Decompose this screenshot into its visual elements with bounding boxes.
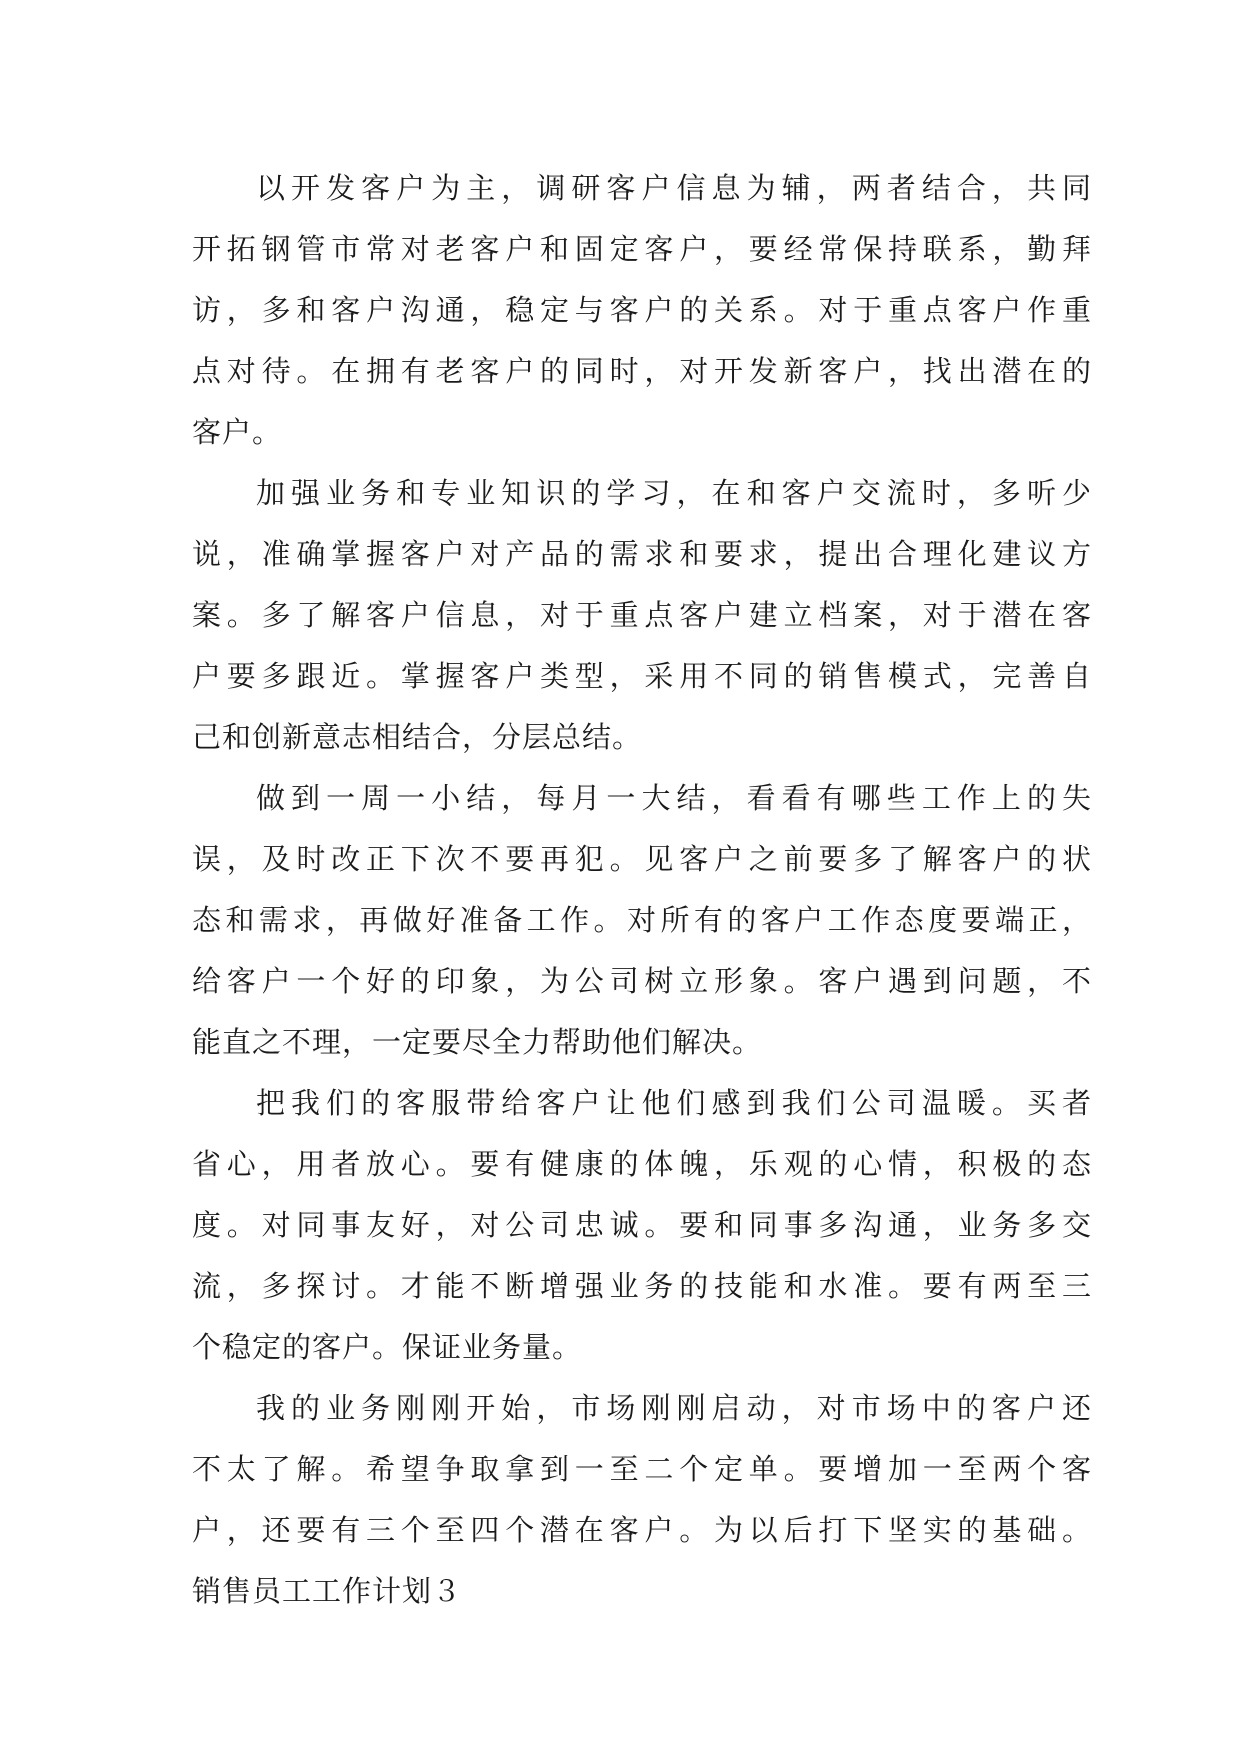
paragraph-3 [192,768,1092,1073]
paragraph-2 [192,463,1092,768]
section-heading: 销售员工工作计划３ [192,1574,463,1608]
paragraph-line: 误，及时改正下次不要再犯。见客户之前要多了解客户的状 [192,842,1092,876]
paragraph-5 [192,1378,1092,1561]
paragraph-line: 不太了解。希望争取拿到一至二个定单。要增加一至两个客 [192,1452,1092,1486]
paragraph-line: 加强业务和专业知识的学习，在和客户交流时，多听少 [256,476,1092,510]
paragraph-line: 点对待。在拥有老客户的同时，对开发新客户，找出潜在的 [192,354,1092,388]
paragraph-line: 开拓钢管市常对老客户和固定客户，要经常保持联系，勤拜 [192,232,1092,266]
paragraph-line: 访，多和客户沟通，稳定与客户的关系。对于重点客户作重 [192,293,1092,327]
paragraph-line: 把我们的客服带给客户让他们感到我们公司温暖。买者 [256,1086,1092,1120]
paragraph-4 [192,1073,1092,1378]
paragraph-line: 态和需求，再做好准备工作。对所有的客户工作态度要端正， [192,903,1092,937]
paragraph-line: 度。对同事友好，对公司忠诚。要和同事多沟通，业务多交 [192,1208,1092,1242]
paragraph-line: 说，准确掌握客户对产品的需求和要求，提出合理化建议方 [192,537,1092,571]
paragraph-line: 能直之不理，一定要尽全力帮助他们解决。 [192,1025,763,1059]
paragraph-line: 个稳定的客户。保证业务量。 [192,1330,583,1364]
paragraph-line: 给客户一个好的印象，为公司树立形象。客户遇到问题，不 [192,964,1092,998]
paragraph-line: 做到一周一小结，每月一大结，看看有哪些工作上的失 [256,781,1092,815]
paragraph-1 [192,158,1092,463]
paragraph-line: 己和创新意志相结合，分层总结。 [192,720,643,754]
paragraph-line: 流，多探讨。才能不断增强业务的技能和水准。要有两至三 [192,1269,1092,1303]
paragraph-line: 以开发客户为主，调研客户信息为辅，两者结合，共同 [256,171,1092,205]
paragraph-line: 我的业务刚刚开始，市场刚刚启动，对市场中的客户还 [256,1391,1092,1425]
paragraph-line: 客户。 [192,415,283,449]
document-body [192,158,1092,1622]
paragraph-line: 户，还要有三个至四个潜在客户。为以后打下坚实的基础。 [192,1513,1092,1547]
paragraph-line: 省心，用者放心。要有健康的体魄，乐观的心情，积极的态 [192,1147,1092,1181]
paragraph-line: 户要多跟近。掌握客户类型，采用不同的销售模式，完善自 [192,659,1092,693]
paragraph-line: 案。多了解客户信息，对于重点客户建立档案，对于潜在客 [192,598,1092,632]
